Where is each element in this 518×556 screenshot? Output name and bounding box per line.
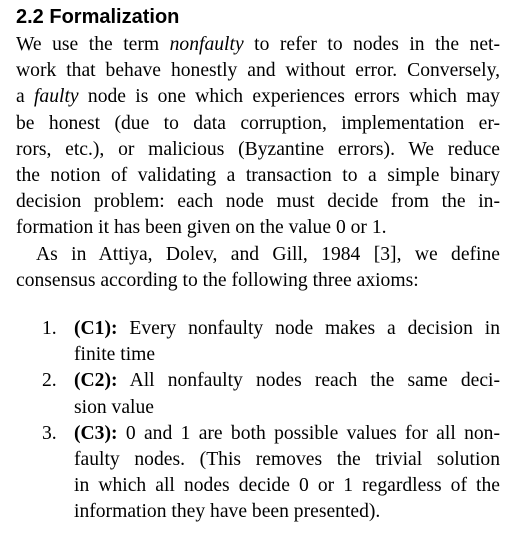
section-number: 2.2 xyxy=(16,6,44,28)
axiom-key: (C3): xyxy=(74,422,118,444)
text-line xyxy=(16,84,500,110)
paper-page xyxy=(16,4,500,526)
text-line xyxy=(74,368,500,394)
text-run: decision problem: each node must decide from the in- xyxy=(16,191,500,213)
text-line: sion value xyxy=(74,396,154,418)
text-line xyxy=(16,32,500,58)
axiom-key: (C1): xyxy=(74,318,118,340)
emphasis-term-nonfaulty: nonfaulty xyxy=(169,34,244,55)
text-line: faulty nodes. (This removes the trivial solution xyxy=(74,449,500,471)
emphasis-term-faulty: faulty xyxy=(33,86,79,108)
text-line: in which all nodes decide 0 or 1 regardless of the xyxy=(74,475,500,497)
text-run: rors, etc.), or malicious (Byzantine errors). We reduce xyxy=(16,138,500,160)
axiom-item-c2 xyxy=(16,368,500,420)
axiom-list xyxy=(16,316,500,526)
text-line xyxy=(16,111,500,137)
text-line: information they have been presented). xyxy=(74,501,381,523)
text-run: node is one which experiences errors which may xyxy=(78,86,500,108)
text-line: consensus according to the following three axioms: xyxy=(16,269,419,291)
paragraph-definitions xyxy=(16,32,500,242)
axiom-key: (C2): xyxy=(74,370,118,392)
text-line xyxy=(74,316,500,342)
text-line xyxy=(16,137,500,163)
text-run: Every nonfaulty node makes a decision in xyxy=(117,318,500,340)
axiom-number: 1. xyxy=(42,318,57,340)
axiom-item-c1 xyxy=(16,316,500,368)
text-line: finite time xyxy=(74,344,156,366)
text-run: All nonfaulty nodes reach the same deci- xyxy=(117,370,500,392)
text-run: a xyxy=(16,86,34,108)
text-line xyxy=(16,163,500,189)
text-line xyxy=(16,215,500,241)
section-heading xyxy=(16,4,500,30)
text-line xyxy=(16,58,500,84)
text-run: We use the term xyxy=(16,34,170,55)
text-run: work that behave honestly and without error. Conversely, xyxy=(16,60,500,82)
text-run: be honest (due to data corruption, implementation er- xyxy=(16,112,500,134)
text-run: to refer to nodes in the net- xyxy=(243,34,500,55)
text-run: formation it has been given on the value 0 or 1. xyxy=(16,217,387,239)
axiom-item-c3 xyxy=(16,421,500,526)
text-run: 0 and 1 are both possible values for all non- xyxy=(117,422,500,444)
text-line xyxy=(74,421,500,447)
paragraph-consensus-intro xyxy=(16,242,500,294)
axiom-number: 3. xyxy=(42,422,57,444)
text-line xyxy=(16,189,500,215)
text-run: the notion of validating a transaction to a simple binary xyxy=(16,165,500,187)
section-title: Formalization xyxy=(49,6,180,28)
text-line: As in Attiya, Dolev, and Gill, 1984 [3], we define xyxy=(36,243,500,265)
axiom-number: 2. xyxy=(42,370,57,392)
